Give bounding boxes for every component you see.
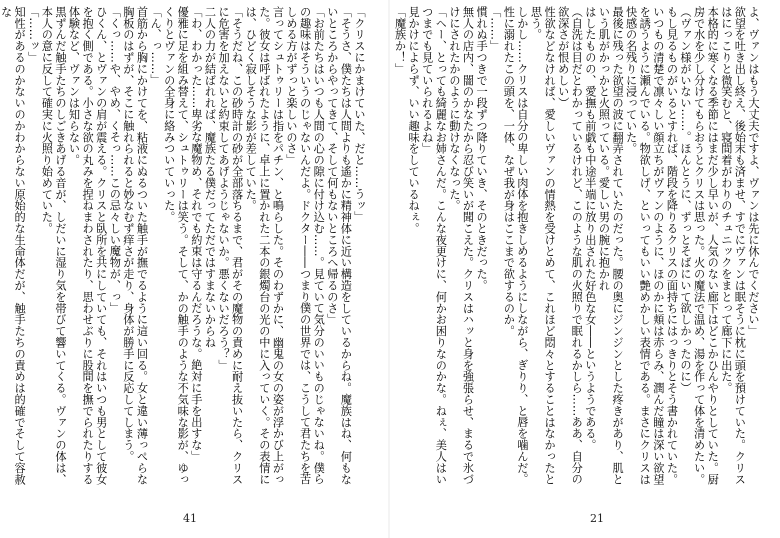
- paragraph: 言ってシュトゥリーは指をパチン、と鳴らした。そのわずかに、幽鬼の女の姿が浮かび上がった。彼女は呼ばれたように、卓上に置かれた二本の銀燭台の光の中に入っていく。その表情には、ひどく寂しそうな影が差していた。: [244, 6, 285, 485]
- paragraph: 「くっ……や、やめ、くそっ……この忌々しい魔物が、っ」: [108, 6, 122, 314]
- paragraph: しかし……クリスは自分の卑しい肉体を抱きしめるようにしながら、ぎりり、と唇を噛んだ。性に溺れたこの頭を、一体、なぜ我が身はここまで欲するのか。: [502, 6, 529, 485]
- paragraph: 「……ッ」: [26, 6, 40, 63]
- paragraph: いつもの清楚で凛々しい顔立ちがヴァンのように、ほのかに頬は赤らみ、潤んだ瞳は深い欲望を誘うように瀬んでいる。物欲しげ、といってもいい艶めかしい表情である。まさにクリスは快感の名残りに浸っていた。: [624, 6, 665, 485]
- paragraph: 最後に残った欲望の波に翻弄されていたのだった。腰の奥にジンジンとした疼きがあり、肌という肌がかっかと火照っている。愛しい男の腕に抱かれ: [597, 6, 625, 485]
- paragraph: 「お前たちはいつも人間の心の隙に付け込む……。見ていて気分のいいものじゃないね。僕らの趣味はそういうのじゃないんだよ。ドクター――つまり僕の世界では、こうして君たちを苦しめる方がずっと楽しいのさ」: [285, 6, 326, 485]
- paragraph: 「そうさ、僕たちは人間よりも遙かに精神体に近い構造をしているからね。魔族はね、何もないところからやってきて、そして何もないところへ帰るのさ」: [325, 6, 353, 485]
- paragraph: 慣れぬ手つきで一段ずつ降りていき、そのときだった。: [475, 6, 489, 291]
- paragraph: 無人の店内、闇のかなたから忍び笑いが聞こえた。クリスはハッと身を強張らせ、まるで氷づけにされたかのように動けなくなった。: [447, 6, 475, 485]
- page-number: 41: [183, 512, 197, 525]
- paragraph: 知性があるのかないのかわからない原始的な生命体だが、触手たちの責めは的確でそして容赦な: [0, 6, 27, 485]
- paragraph: 「魔族か！」: [393, 6, 407, 75]
- page-number: 21: [590, 512, 604, 525]
- paragraph: （自洗は目だとわかっているけれど、このような肌の火照りで眠れるかしら……ああ、自分の欲深さが恨めしい）: [556, 6, 584, 485]
- paragraph: よ、ヴァンはもう大丈夫ですよ、ヴァンは先に休んでください」: [747, 6, 760, 337]
- paragraph: ひくん、とヴァンの肩が震える。クリスと臥所を共にしていても、それはいつも男として彼女を抱く側である。小さな欲の丸みを捏ねまわされたり、思わせぶりに股間を撫でられたりする体験など、ヴァンは知らない。: [67, 6, 108, 485]
- paragraph: 本格的に寒くなる季節にはまだ少し早いが、人気のない廊下はどこかひんやりとしていた。厨房で水を少し分けてもらおうとクリスは思った。火の魔法で温め、湯を作って体を清めたい。: [692, 6, 720, 485]
- paragraph: 性欲などなければ、愛しいヴァンの情熱を受けとめて、これほど悶々とすることはなかったと思う。: [529, 6, 557, 485]
- paragraph: 欲望を吐き出し終え、後始末も済ませ、すでにヴァンは眠そうに枕に頭を預けていた。クリスはにっこりと微笑むと、寝間着がわりのチュニックをまとって廊下に出た。: [719, 6, 747, 485]
- paragraph: （ヴァン様がいない……。ほんとうに、ずっとそばにいて欲しかったのに）: [679, 6, 693, 394]
- page-text-columns: [0, 6, 366, 486]
- book-page-right: [390, 0, 780, 538]
- paragraph: 優雅に足を組み替えて、シュトゥリーは笑う。そして、かの触手のような不気味な影が、ゆっくりとヴァンの全身に絡みついていった。: [162, 6, 190, 485]
- paragraph: 黒ずんだ触手たちのしごきあげる音が、しだいに湿り気を帯びて響いてくる。ヴァンの体は、本人の意に反して確実に火照り始めていた。: [40, 6, 67, 485]
- paragraph: 「ヘー、とっても綺麗なお姉さんだ。こんな夜更けに、何かお困りなのかな。ねぇ、美人はいつまでも見ていられるよね」: [420, 6, 448, 485]
- paragraph: 二人の力が結ばれれば、魔族たる僕だってただではすまないからね: [203, 6, 217, 348]
- paragraph: 「クリスにかまけていた、だと……うッ」: [353, 6, 366, 223]
- page-text-columns: [393, 6, 760, 486]
- paragraph: 「ん、っ……」: [149, 6, 163, 86]
- paragraph: 「……」: [488, 6, 502, 52]
- paragraph: 首筋から胸にかけてを、粘液にぬるついた触手が撫でるように這い回る。女と違い薄っぺらな胸板のはずが、そこに触れられると妙なむず痒さが走り、身体が勝手に反応してしまう。: [121, 6, 149, 485]
- paragraph: はしたものの、愛撫も前戯も中途半端に放り出された好色な女――というようである。: [583, 6, 597, 451]
- paragraph: 「そうだね、この砂時計の砂が全部落ちるまで、君がその魔物の責めに耐え抜いたら、クリスに危害を加えないと約束してあげようじゃないか。悪くないだろう？」: [217, 6, 244, 485]
- paragraph: もし見るものがいるとすれば、階段を降りるクリスの面持ちにはっきりとそう書かれていた。: [665, 6, 679, 485]
- paragraph: 「わ、わかった……卑劣な魔物め、それでも約束は守るんだろうな。絶対に手を出すな」: [189, 6, 203, 462]
- paragraph: 見かけによらず、いい趣味をしているねぇ。: [407, 6, 421, 234]
